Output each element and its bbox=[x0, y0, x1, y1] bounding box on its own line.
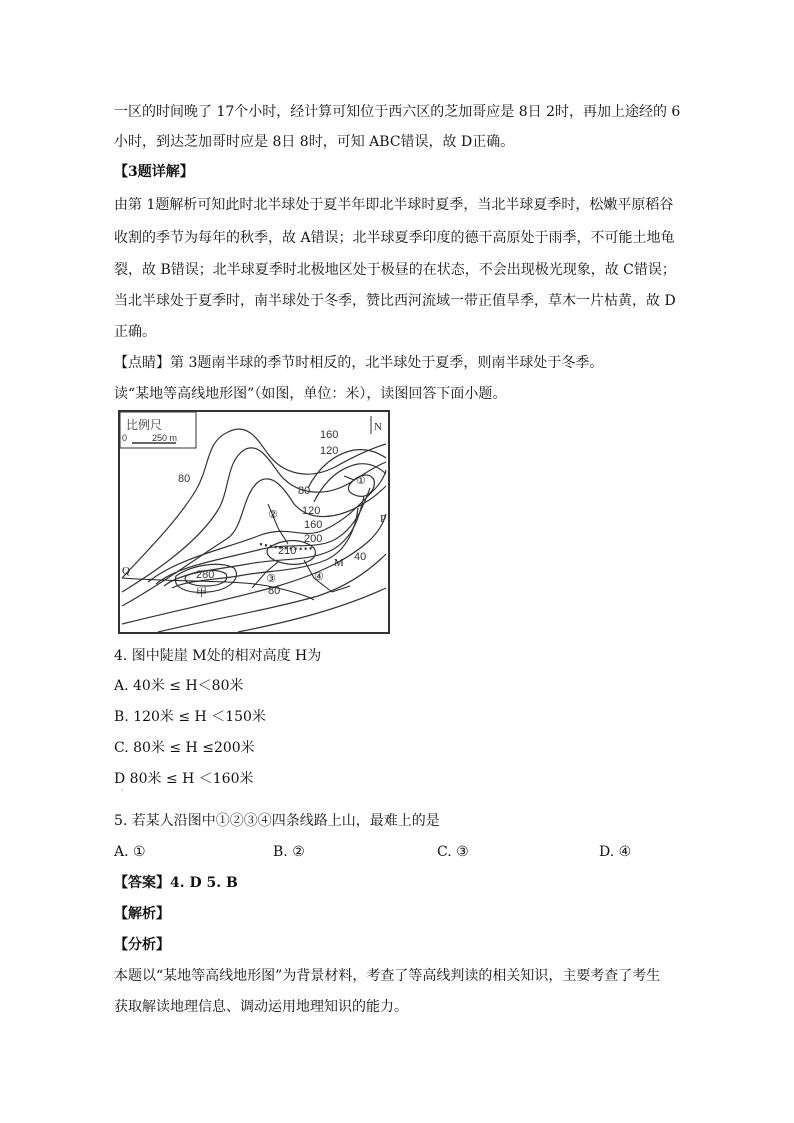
north-label: N bbox=[374, 421, 382, 433]
paragraph-line: 裂，故 B错误；北半球夏季时北极地区处于极昼的在状态，不会出现极光现象，故 C错误； bbox=[114, 262, 676, 278]
point-label-M: M bbox=[334, 557, 344, 569]
question-5-stem: 5. 若某人沿图中①②③④四条线路上山，最难上的是 bbox=[114, 813, 440, 829]
scale-title: 比例尺 bbox=[126, 418, 163, 432]
scale-zero: 0 bbox=[122, 433, 128, 443]
section-heading-q3-detail: 【3题详解】 bbox=[114, 164, 194, 180]
contour-map-figure bbox=[118, 410, 390, 634]
paragraph-line: 当北半球处于夏季时，南半球处于冬季，赞比西河流域一带正值旱季，草木一片枯黄，故 D bbox=[114, 293, 676, 309]
contour-label: 200 bbox=[304, 533, 323, 545]
paragraph-line: 由第 1题解析可知此时北半球处于夏半年即北半球时夏季，当北半球夏季时，松嫩平原稻谷 bbox=[114, 197, 674, 213]
question-4-option-b: B. 120米 ≤ H ＜150米 bbox=[114, 709, 266, 725]
contour-label: 160 bbox=[320, 429, 339, 441]
paragraph-line: 一区的时间晚了 17个小时，经计算可知位于西六区的芝加哥应是 8日 2时，再加上途经的 6 bbox=[114, 104, 681, 120]
paragraph-line: 收割的季节为每年的秋季，故 A错误；北半球夏季印度的德干高原处于雨季，不可能土地龟 bbox=[114, 230, 675, 246]
question-5-option-c: C. ③ bbox=[437, 844, 469, 860]
question-5-option-a: A. ① bbox=[114, 844, 146, 860]
reading-prompt: 读“某地等高线地形图”（如图，单位：米），读图回答下面小题。 bbox=[114, 386, 507, 402]
analysis-subheading: 【分析】 bbox=[114, 937, 170, 953]
stray-mark: · bbox=[121, 786, 124, 795]
paragraph-line: 小时，到达芝加哥时应是 8日 8时，可知 ABC错误，故 D正确。 bbox=[114, 134, 515, 150]
route-label-4: ④ bbox=[314, 570, 324, 583]
contour-label: 120 bbox=[320, 445, 339, 457]
analysis-heading: 【解析】 bbox=[114, 906, 170, 922]
question-5-option-d: D. ④ bbox=[599, 844, 632, 860]
point-label-P: P bbox=[380, 513, 387, 525]
contour-label: 210 bbox=[278, 545, 297, 557]
tip-line: 【点睛】第 3题南半球的季节时相反的，北半球处于夏季，则南半球处于冬季。 bbox=[114, 355, 604, 371]
question-4-option-d: D 80米 ≤ H ＜160米 bbox=[114, 771, 254, 787]
paragraph-line: 正确。 bbox=[114, 324, 156, 340]
contour-label: 120 bbox=[302, 505, 321, 517]
question-4-stem: 4. 图中陡崖 M处的相对高度 H为 bbox=[114, 648, 322, 664]
point-label-Q: Q bbox=[122, 565, 130, 577]
analysis-line: 获取解读地理信息、调动运用地理知识的能力。 bbox=[114, 999, 408, 1015]
point-label-jia: 甲 bbox=[196, 587, 207, 599]
analysis-line: 本题以“某地等高线地形图”为背景材料，考查了等高线判读的相关知识，主要考查了考生 bbox=[114, 968, 661, 984]
question-4-option-c: C. 80米 ≤ H ≤200米 bbox=[114, 740, 255, 756]
question-4-option-a: A. 40米 ≤ H＜80米 bbox=[114, 678, 244, 694]
answer-line: 【答案】4. D 5. B bbox=[114, 875, 238, 891]
route-label-1: ① bbox=[356, 474, 366, 487]
contour-label: 80 bbox=[268, 585, 281, 597]
contour-label: 280 bbox=[196, 569, 215, 581]
contour-label: 40 bbox=[354, 551, 367, 563]
route-label-3: ③ bbox=[266, 572, 276, 585]
question-5-option-b: B. ② bbox=[273, 844, 305, 860]
map-frame bbox=[119, 411, 389, 633]
scale-value: 250 m bbox=[152, 433, 178, 443]
contour-label: 160 bbox=[304, 519, 323, 531]
route-label-2: ② bbox=[268, 508, 278, 521]
contour-label: 80 bbox=[178, 473, 191, 485]
contour-label: 80 bbox=[298, 485, 311, 497]
